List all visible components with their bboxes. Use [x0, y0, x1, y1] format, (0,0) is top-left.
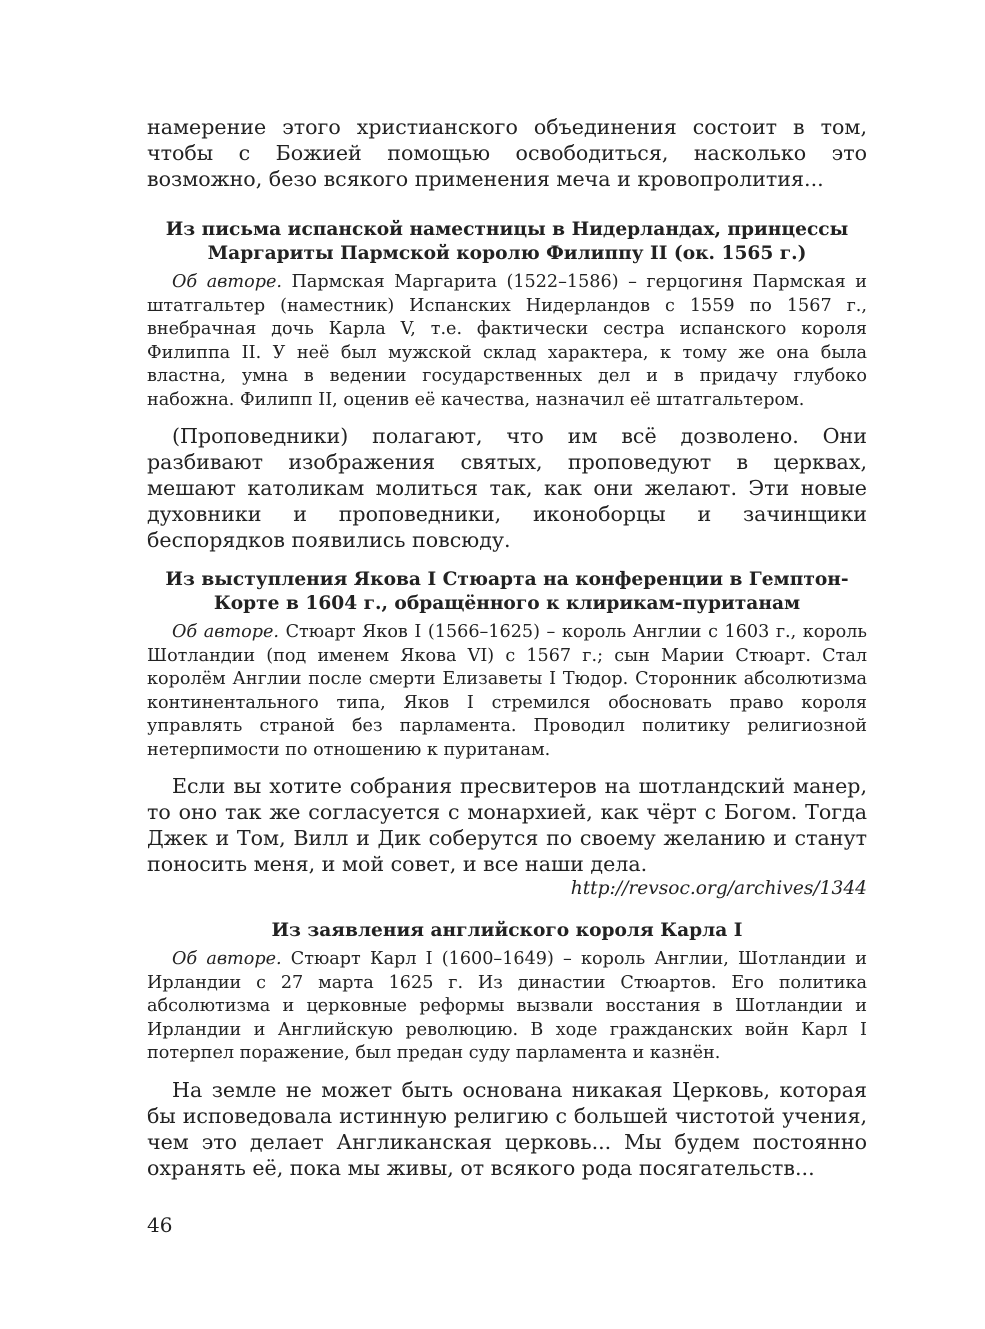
author-note-text: Стюарт Карл I (1600–1649) – король Англии, Шотландии и Ирландии с 27 марта 1625 г. Из династии Стюартов. Его политика абсолютизма и церковные реформы вызвали восстания в Шотландии и Ирландии и Английскую революцию. В ходе гражданских войн Карл I потерпел поражение, был предан суду парламента и казнён. — [147, 949, 867, 1063]
section-heading-margaret: Из письма испанской наместницы в Нидерландах, принцессы Маргариты Пармской королю Филиппу II (ок. 1565 г.) — [165, 219, 849, 264]
author-note-james — [147, 621, 867, 762]
author-note-charles — [147, 948, 867, 1066]
author-note-text: Стюарт Яков I (1566–1625) – король Англии с 1603 г., король Шотландии (под именем Якова VI) с 1567 г.; сын Марии Стюарт. Стал королём Англии после смерти Елизаветы I Тюдор. Сторонник абсолютизма континентального типа, Яков I стремился обосновать право короля управлять страной без парламента. Проводил политику религиозной нетерпимости по отношению к пуританам. — [147, 622, 867, 760]
page-number: 46 — [147, 1213, 173, 1237]
quote-charles: На земле не может быть основана никакая Церковь, которая бы исповедовала истинную религию с большей чистотой учения, чем это делает Англиканская церковь... Мы будем постоянно охранять её, пока мы живы, от всякого рода посягательств... — [147, 1077, 867, 1180]
quote-margaret: (Проповедники) полагают, что им всё дозволено. Они разбивают изображения святых, проповедуют в церквах, мешают католикам молиться так, как они желают. Эти новые духовники и проповедники, иконоборцы и зачинщики беспорядков появились повсюду. — [147, 424, 867, 552]
section-heading-james: Из выступления Якова I Стюарта на конференции в Гемптон-Корте в 1604 г., обращённого к клирикам-пуританам — [165, 569, 849, 614]
author-note-lead: Об авторе. — [172, 949, 282, 969]
opening-paragraph: намерение этого христианского объединения состоит в том, чтобы с Божией помощью освободиться, насколько это возможно, безо всякого применения меча и кровопролития... — [147, 115, 867, 191]
author-note-text: Пармская Маргарита (1522–1586) – герцогиня Пармская и штатгальтер (наместник) Испанских Нидерландов с 1559 по 1567 г., внебрачная дочь Карла V, т.е. фактически сестра испанского короля Филиппа II. У неё был мужской склад характера, к тому же она была властна, умна в ведении государственных дел и в придачу глубоко набожна. Филипп II, оценив её качества, назначил её штатгальтером. — [147, 272, 868, 410]
author-note-margaret — [147, 271, 867, 412]
author-note-lead: Об авторе. — [172, 622, 279, 642]
author-note-lead: Об авторе. — [172, 272, 282, 292]
page-content — [147, 114, 867, 1181]
section-heading-charles: Из заявления английского короля Карла I — [271, 920, 743, 941]
quote-james: Если вы хотите собрания пресвитеров на шотландский манер, то оно так же согласуется с монархией, как чёрт с Богом. Тогда Джек и Том, Вилл и Дик соберутся по своему желанию и станут поносить меня, и мой совет, и все наши дела. — [147, 774, 867, 876]
source-link: http://revsoc.org/archives/1344 — [570, 878, 867, 899]
